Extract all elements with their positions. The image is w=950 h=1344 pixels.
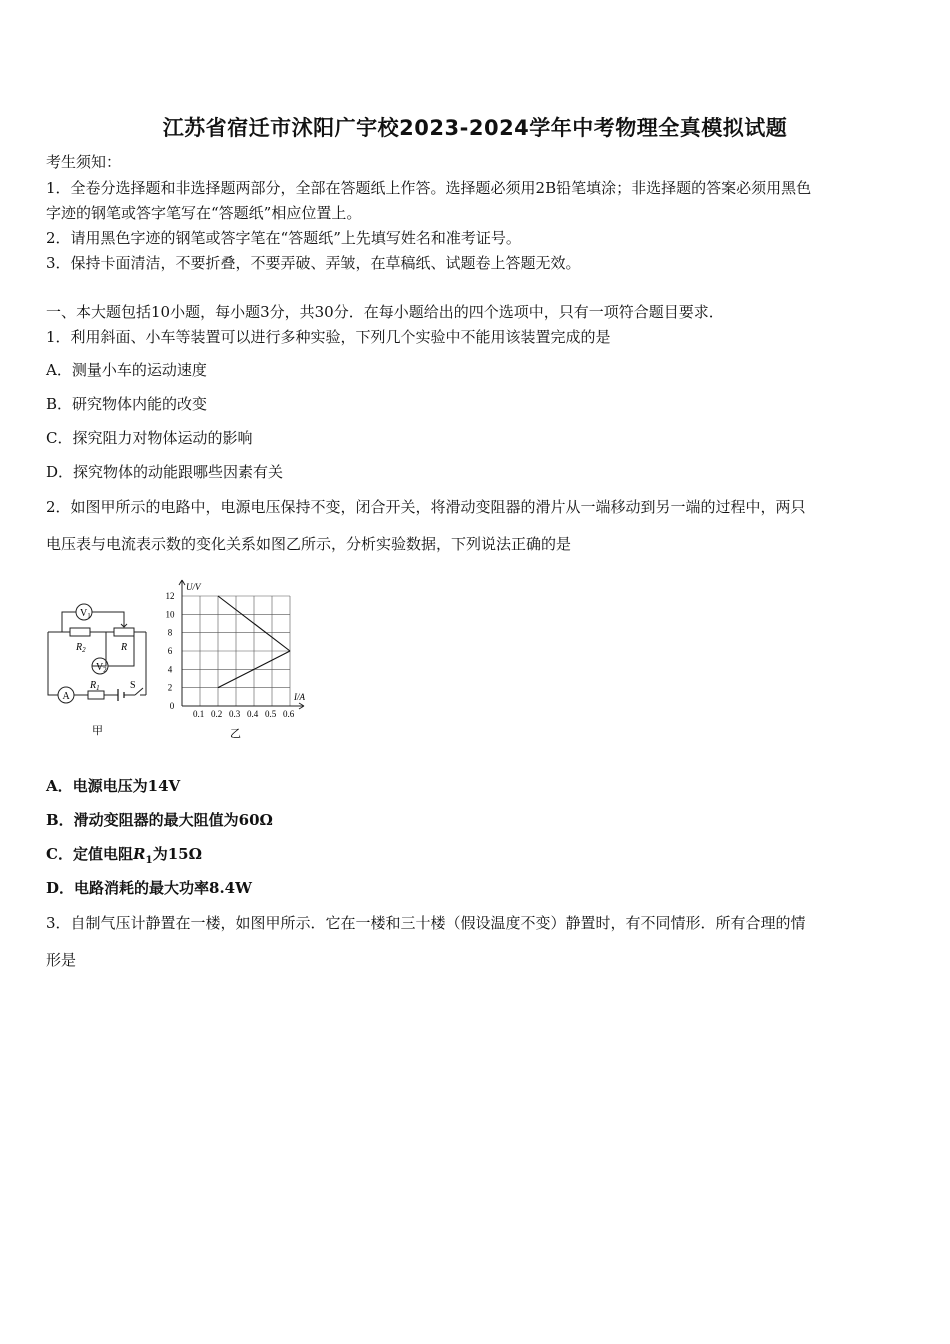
x-tick-label: 0.5 (265, 709, 277, 719)
r-rheostat (114, 628, 134, 636)
q2-option-c: C．定值电阻$R_1$为15Ω (46, 845, 202, 866)
r2-resistor (70, 628, 90, 636)
v1-label: $V_1$ (80, 608, 91, 620)
y-tick-label: 6 (167, 646, 173, 656)
x-tick-label: 0.6 (283, 709, 295, 719)
wire (92, 612, 124, 618)
notice-heading: 考生须知： (46, 153, 122, 171)
circuit-caption: 甲 (92, 724, 103, 737)
q1-stem: 1．利用斜面、小车等装置可以进行多种实验，下列几个实验中不能用该装置完成的是 (46, 328, 611, 346)
q1-option-b: B．研究物体内能的改变 (46, 395, 208, 413)
r-label: R (121, 642, 128, 653)
u-i-graph (166, 580, 306, 719)
x-tick-label: 0.2 (211, 709, 223, 719)
ammeter-label: A (62, 691, 70, 702)
q2-stem-line1: 2．如图甲所示的电路中，电源电压保持不变，闭合开关，将滑动变阻器的滑片从一端移动到另一端的过程中，两只 (46, 498, 806, 516)
q3-stem-line1: 3．自制气压计静置在一楼，如图甲所示．它在一楼和三十楼（假设温度不变）静置时，有不同情形．所有合理的情 (46, 914, 806, 932)
q2-figure (40, 572, 310, 752)
switch-label: S (130, 680, 136, 691)
x-tick-label: 0.4 (247, 709, 259, 719)
q3-stem-line2: 形是 (46, 951, 77, 969)
notice-item: 1．全卷分选择题和非选择题两部分，全部在答题纸上作答。选择题必须用2B铅笔填涂；非选择题的答案必须用黑色 (46, 179, 812, 197)
y-tick-label: 2 (167, 682, 173, 693)
wire (62, 612, 76, 632)
y-tick-label: 8 (167, 627, 173, 638)
r2-label: $R_2$ (76, 642, 86, 654)
q2-option-d: D．电路消耗的最大功率8.4W (46, 879, 252, 897)
q2-stem-line2: 电压表与电流表示数的变化关系如图乙所示，分析实验数据，下列说法正确的是 (46, 535, 572, 553)
q2-option-b: B．滑动变阻器的最大阻值为60Ω (46, 811, 273, 829)
q1-option-c: C．探究阻力对物体运动的影响 (46, 429, 253, 447)
y-tick-label: 4 (167, 664, 173, 675)
v2-label: $V_2$ (96, 662, 107, 674)
x-tick-label: 0.3 (229, 709, 241, 719)
y-tick-label: 12 (165, 591, 175, 601)
q2-option-a: A．电源电压为14V (46, 777, 181, 795)
section-heading: 一、本大题包括10小题，每小题3分，共30分．在每小题给出的四个选项中，只有一项符合题目要求． (46, 303, 724, 321)
page-title: 江苏省宿迁市沭阳广宇校2023-2024学年中考物理全真模拟试题 (162, 116, 788, 140)
notice-item: 3．保持卡面清洁，不要折叠，不要弄破、弄皱，在草稿纸、试题卷上答题无效。 (46, 254, 581, 272)
slider-arrow (121, 618, 127, 627)
battery (118, 689, 124, 701)
q2-figure-svg (40, 572, 310, 752)
notice-item: 字迹的钢笔或答字笔写在“答题纸”相应位置上。 (46, 204, 362, 222)
switch (135, 688, 143, 695)
y-tick-label: 10 (165, 609, 175, 620)
q1-option-a: A．测量小车的运动速度 (46, 361, 207, 379)
origin-label: 0 (169, 701, 175, 711)
graph-caption: 乙 (230, 727, 241, 740)
x-tick-label: 0.1 (193, 709, 205, 719)
q1-option-d: D．探究物体的动能跟哪些因素有关 (46, 463, 284, 481)
x-axis-label: I/A (294, 692, 305, 702)
r1-label: $R_1$ (90, 680, 100, 692)
notice-item: 2．请用黑色字迹的钢笔或答字笔在“答题纸”上先填写姓名和准考证号。 (46, 229, 521, 247)
y-axis-label: U/V (186, 582, 201, 592)
wire (48, 632, 58, 695)
r1-resistor (88, 691, 104, 699)
